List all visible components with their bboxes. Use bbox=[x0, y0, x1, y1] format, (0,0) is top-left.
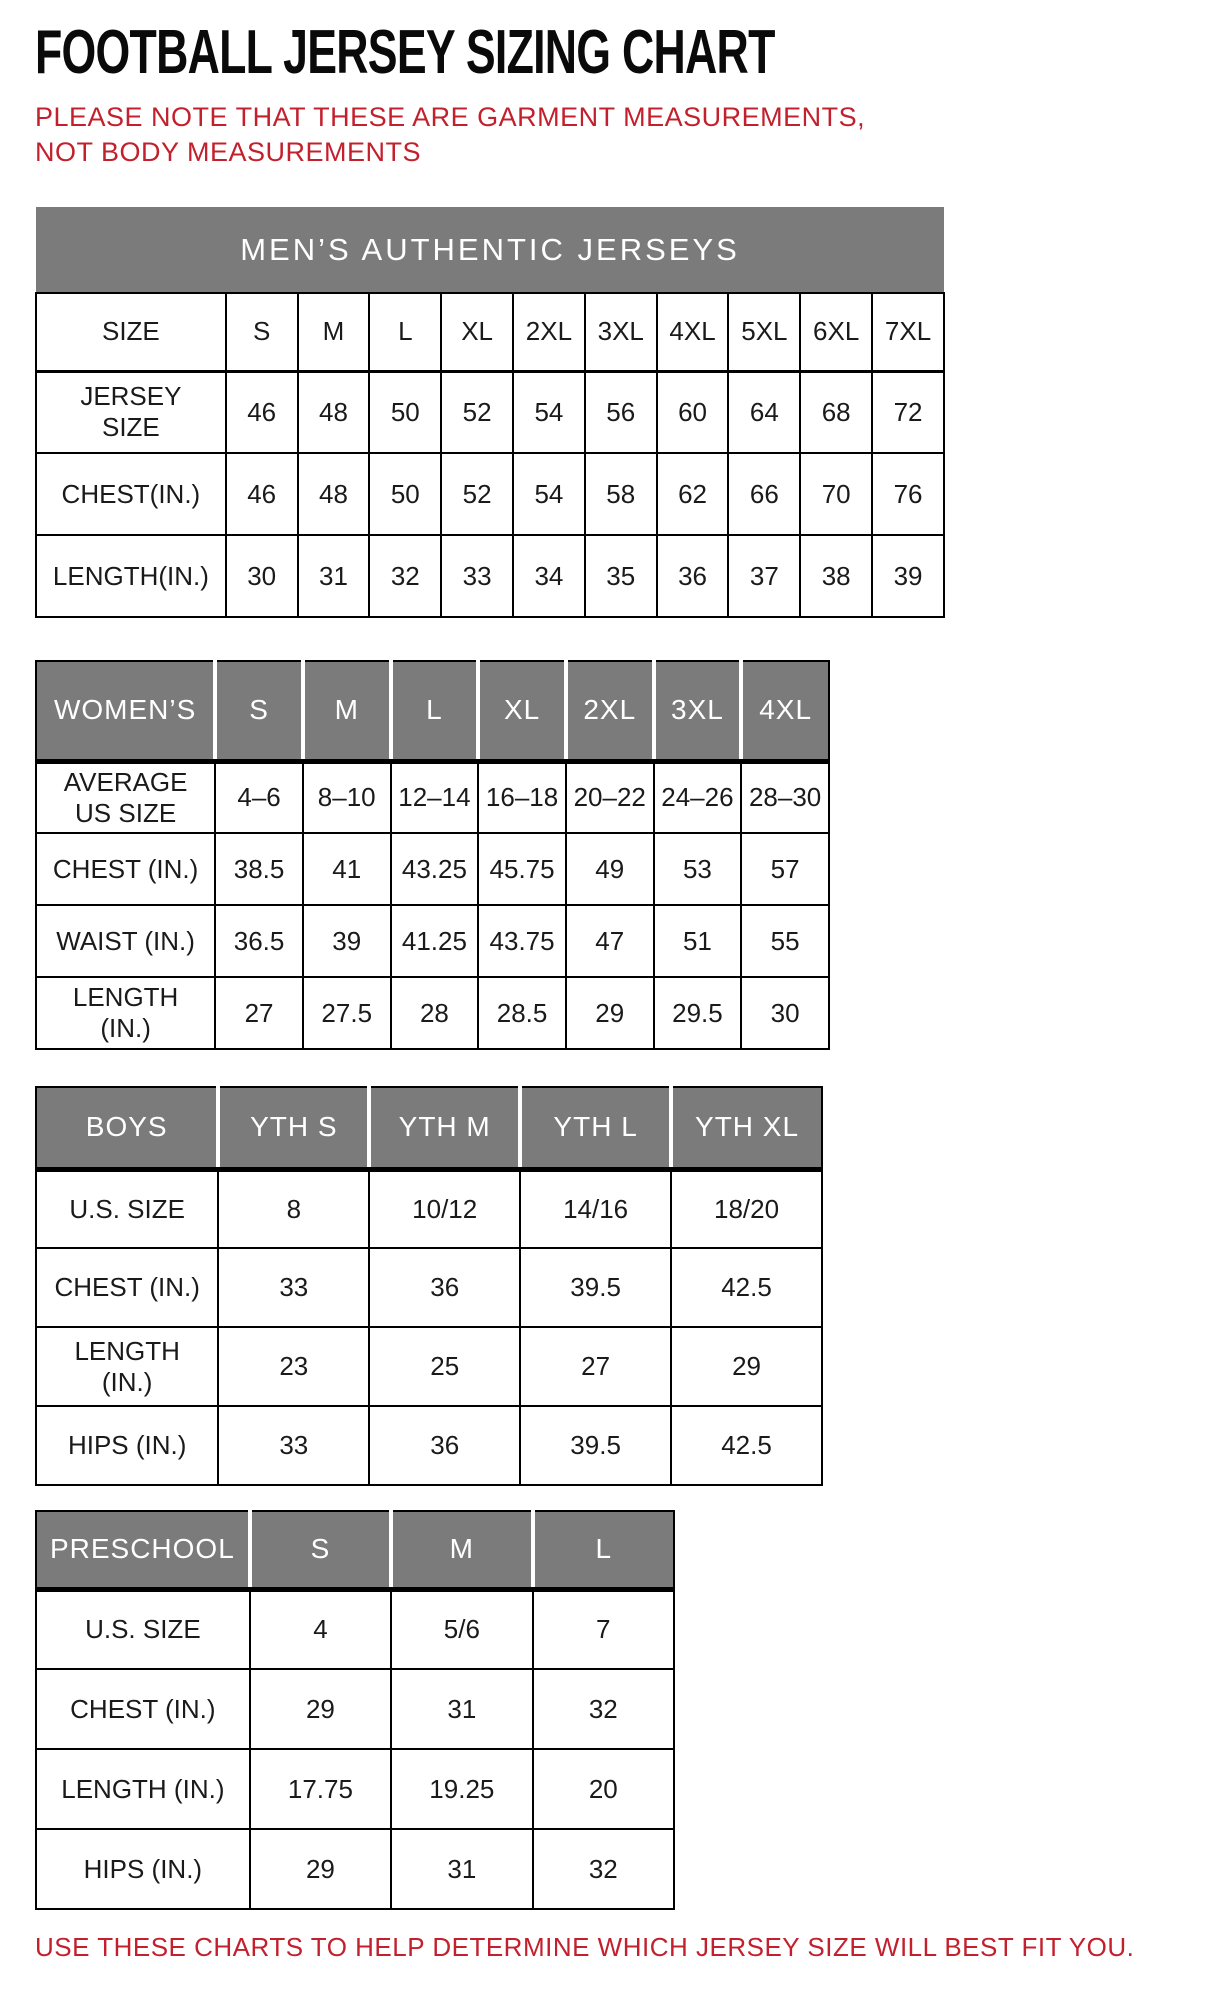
cell-value: 4 bbox=[250, 1589, 391, 1669]
cell-value: 16–18 bbox=[478, 761, 566, 833]
table-row bbox=[36, 535, 944, 617]
column-header: 5XL bbox=[728, 293, 800, 371]
cell-value: 41 bbox=[303, 833, 391, 905]
table-row bbox=[36, 371, 944, 453]
column-header: 2XL bbox=[566, 661, 654, 761]
cell-value: 10/12 bbox=[369, 1169, 520, 1248]
table-row bbox=[36, 1749, 674, 1829]
cell-value: 32 bbox=[533, 1829, 674, 1909]
table-row bbox=[36, 1406, 822, 1485]
preschool-sizing-table bbox=[35, 1510, 675, 1910]
table-row bbox=[36, 453, 944, 535]
row-label: LENGTH (IN.) bbox=[36, 1327, 218, 1406]
row-label: HIPS (IN.) bbox=[36, 1829, 250, 1909]
column-header: 4XL bbox=[657, 293, 729, 371]
row-label: CHEST(IN.) bbox=[36, 453, 226, 535]
cell-value: 55 bbox=[741, 905, 829, 977]
cell-value: 31 bbox=[391, 1669, 532, 1749]
row-label: U.S. SIZE bbox=[36, 1589, 250, 1669]
page-title: FOOTBALL JERSEY SIZING CHART bbox=[35, 18, 775, 87]
column-header: L bbox=[391, 661, 479, 761]
boys-sizing-table bbox=[35, 1086, 823, 1486]
footer-note: USE THESE CHARTS TO HELP DETERMINE WHICH JERSEY SIZE WILL BEST FIT YOU. bbox=[35, 1932, 1135, 1963]
mens-authentic-jerseys-table bbox=[35, 207, 945, 618]
column-header: YTH M bbox=[369, 1087, 520, 1169]
column-header: YTH XL bbox=[671, 1087, 822, 1169]
cell-value: 39.5 bbox=[520, 1248, 671, 1327]
cell-value: 28–30 bbox=[741, 761, 829, 833]
table-title-cell: PRESCHOOL bbox=[36, 1511, 250, 1589]
column-header-row bbox=[36, 661, 829, 761]
cell-value: 39 bbox=[303, 905, 391, 977]
cell-value: 46 bbox=[226, 453, 298, 535]
column-header: S bbox=[250, 1511, 391, 1589]
cell-value: 7 bbox=[533, 1589, 674, 1669]
column-header: 3XL bbox=[654, 661, 742, 761]
column-header: XL bbox=[441, 293, 513, 371]
cell-value: 31 bbox=[391, 1829, 532, 1909]
cell-value: 54 bbox=[513, 371, 585, 453]
column-header: M bbox=[303, 661, 391, 761]
cell-value: 50 bbox=[369, 371, 441, 453]
cell-value: 31 bbox=[298, 535, 370, 617]
cell-value: 35 bbox=[585, 535, 657, 617]
column-header: S bbox=[215, 661, 303, 761]
table-title-cell: SIZE bbox=[36, 293, 226, 371]
cell-value: 29 bbox=[250, 1829, 391, 1909]
cell-value: 48 bbox=[298, 453, 370, 535]
table-row bbox=[36, 905, 829, 977]
cell-value: 20–22 bbox=[566, 761, 654, 833]
cell-value: 14/16 bbox=[520, 1169, 671, 1248]
cell-value: 12–14 bbox=[391, 761, 479, 833]
cell-value: 28.5 bbox=[478, 977, 566, 1049]
cell-value: 29 bbox=[566, 977, 654, 1049]
cell-value: 33 bbox=[218, 1248, 369, 1327]
cell-value: 38.5 bbox=[215, 833, 303, 905]
column-header: L bbox=[533, 1511, 674, 1589]
table-title-cell: BOYS bbox=[36, 1087, 218, 1169]
row-label: WAIST (IN.) bbox=[36, 905, 215, 977]
table-row bbox=[36, 761, 829, 833]
cell-value: 29.5 bbox=[654, 977, 742, 1049]
column-header: 3XL bbox=[585, 293, 657, 371]
cell-value: 29 bbox=[250, 1669, 391, 1749]
column-header: L bbox=[369, 293, 441, 371]
cell-value: 36.5 bbox=[215, 905, 303, 977]
row-label: LENGTH(IN.) bbox=[36, 535, 226, 617]
cell-value: 51 bbox=[654, 905, 742, 977]
cell-value: 66 bbox=[728, 453, 800, 535]
column-header: YTH S bbox=[218, 1087, 369, 1169]
cell-value: 4–6 bbox=[215, 761, 303, 833]
table-banner: MEN’S AUTHENTIC JERSEYS bbox=[36, 207, 944, 293]
cell-value: 34 bbox=[513, 535, 585, 617]
cell-value: 24–26 bbox=[654, 761, 742, 833]
table-row bbox=[36, 1248, 822, 1327]
cell-value: 36 bbox=[369, 1248, 520, 1327]
cell-value: 27.5 bbox=[303, 977, 391, 1049]
cell-value: 32 bbox=[533, 1669, 674, 1749]
cell-value: 17.75 bbox=[250, 1749, 391, 1829]
cell-value: 49 bbox=[566, 833, 654, 905]
cell-value: 19.25 bbox=[391, 1749, 532, 1829]
cell-value: 43.75 bbox=[478, 905, 566, 977]
cell-value: 45.75 bbox=[478, 833, 566, 905]
cell-value: 56 bbox=[585, 371, 657, 453]
cell-value: 32 bbox=[369, 535, 441, 617]
cell-value: 25 bbox=[369, 1327, 520, 1406]
column-header: M bbox=[298, 293, 370, 371]
cell-value: 33 bbox=[218, 1406, 369, 1485]
table-banner-row bbox=[36, 207, 944, 293]
cell-value: 37 bbox=[728, 535, 800, 617]
cell-value: 38 bbox=[800, 535, 872, 617]
cell-value: 33 bbox=[441, 535, 513, 617]
cell-value: 42.5 bbox=[671, 1248, 822, 1327]
cell-value: 47 bbox=[566, 905, 654, 977]
table-row bbox=[36, 1589, 674, 1669]
row-label: HIPS (IN.) bbox=[36, 1406, 218, 1485]
cell-value: 30 bbox=[741, 977, 829, 1049]
cell-value: 39.5 bbox=[520, 1406, 671, 1485]
cell-value: 23 bbox=[218, 1327, 369, 1406]
cell-value: 70 bbox=[800, 453, 872, 535]
cell-value: 50 bbox=[369, 453, 441, 535]
cell-value: 36 bbox=[657, 535, 729, 617]
cell-value: 18/20 bbox=[671, 1169, 822, 1248]
cell-value: 68 bbox=[800, 371, 872, 453]
cell-value: 28 bbox=[391, 977, 479, 1049]
cell-value: 8–10 bbox=[303, 761, 391, 833]
table-row bbox=[36, 1829, 674, 1909]
cell-value: 76 bbox=[872, 453, 944, 535]
column-header-row bbox=[36, 1087, 822, 1169]
column-header: YTH L bbox=[520, 1087, 671, 1169]
cell-value: 20 bbox=[533, 1749, 674, 1829]
cell-value: 58 bbox=[585, 453, 657, 535]
cell-value: 54 bbox=[513, 453, 585, 535]
cell-value: 30 bbox=[226, 535, 298, 617]
cell-value: 8 bbox=[218, 1169, 369, 1248]
cell-value: 5/6 bbox=[391, 1589, 532, 1669]
row-label: CHEST (IN.) bbox=[36, 1669, 250, 1749]
column-header-row bbox=[36, 293, 944, 371]
cell-value: 27 bbox=[215, 977, 303, 1049]
cell-value: 57 bbox=[741, 833, 829, 905]
cell-value: 53 bbox=[654, 833, 742, 905]
row-label: JERSEY SIZE bbox=[36, 371, 226, 453]
womens-sizing-table bbox=[35, 660, 830, 1050]
table-title-cell: WOMEN’S bbox=[36, 661, 215, 761]
cell-value: 36 bbox=[369, 1406, 520, 1485]
table-row bbox=[36, 1327, 822, 1406]
column-header: 7XL bbox=[872, 293, 944, 371]
column-header: 6XL bbox=[800, 293, 872, 371]
table-row bbox=[36, 1169, 822, 1248]
table-row bbox=[36, 1669, 674, 1749]
row-label: U.S. SIZE bbox=[36, 1169, 218, 1248]
cell-value: 29 bbox=[671, 1327, 822, 1406]
column-header: S bbox=[226, 293, 298, 371]
cell-value: 43.25 bbox=[391, 833, 479, 905]
row-label: AVERAGE US SIZE bbox=[36, 761, 215, 833]
row-label: CHEST (IN.) bbox=[36, 1248, 218, 1327]
cell-value: 60 bbox=[657, 371, 729, 453]
cell-value: 64 bbox=[728, 371, 800, 453]
cell-value: 72 bbox=[872, 371, 944, 453]
cell-value: 41.25 bbox=[391, 905, 479, 977]
table-row bbox=[36, 833, 829, 905]
column-header: XL bbox=[478, 661, 566, 761]
cell-value: 48 bbox=[298, 371, 370, 453]
measurement-note: PLEASE NOTE THAT THESE ARE GARMENT MEASUREMENTS, NOT BODY MEASUREMENTS bbox=[35, 102, 866, 167]
cell-value: 52 bbox=[441, 371, 513, 453]
column-header: 4XL bbox=[741, 661, 829, 761]
cell-value: 39 bbox=[872, 535, 944, 617]
column-header-row bbox=[36, 1511, 674, 1589]
column-header: 2XL bbox=[513, 293, 585, 371]
table-row bbox=[36, 977, 829, 1049]
cell-value: 52 bbox=[441, 453, 513, 535]
cell-value: 62 bbox=[657, 453, 729, 535]
cell-value: 27 bbox=[520, 1327, 671, 1406]
column-header: M bbox=[391, 1511, 532, 1589]
row-label: CHEST (IN.) bbox=[36, 833, 215, 905]
cell-value: 46 bbox=[226, 371, 298, 453]
row-label: LENGTH (IN.) bbox=[36, 1749, 250, 1829]
row-label: LENGTH (IN.) bbox=[36, 977, 215, 1049]
cell-value: 42.5 bbox=[671, 1406, 822, 1485]
